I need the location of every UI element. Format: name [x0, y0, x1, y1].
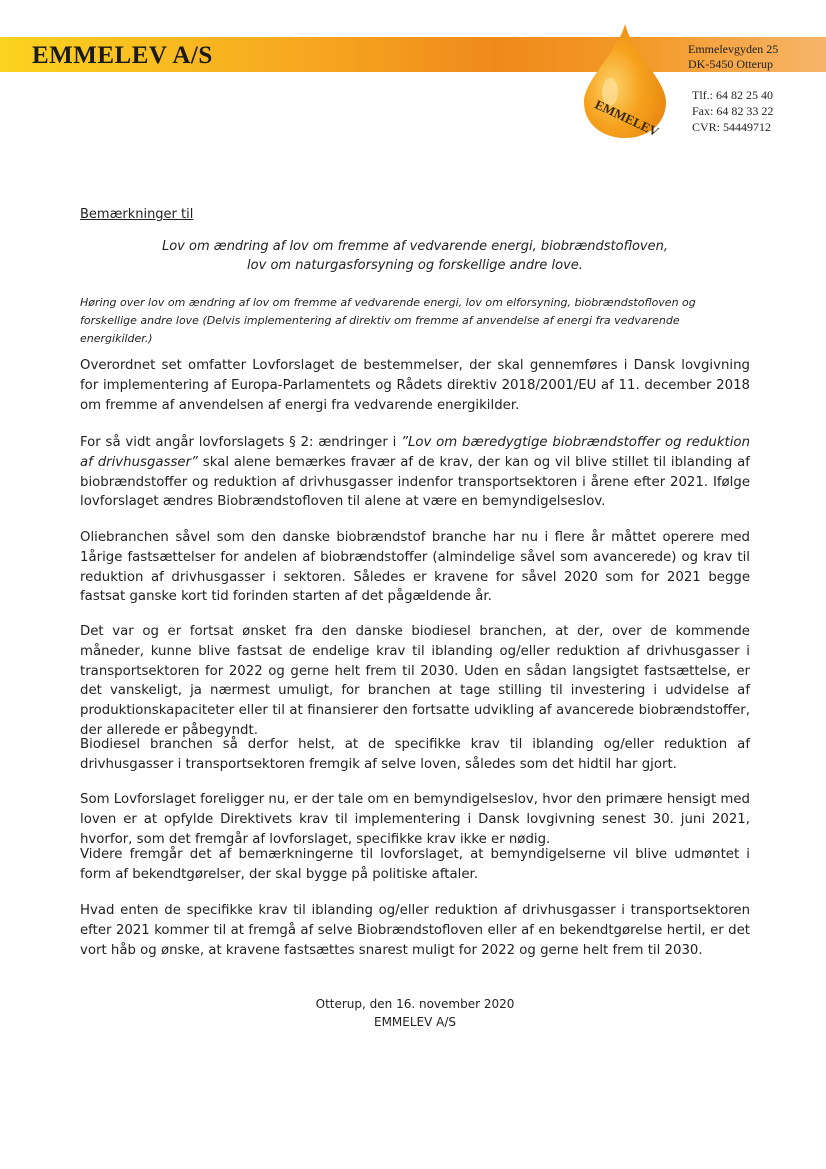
address-street: Emmelevgyden 25: [688, 42, 779, 56]
paragraph-5: Biodiesel branchen så derfor helst, at de specifikke krav til iblanding og/eller reduktion af drivhusgasser i transportsektoren fremgik af selve loven, således som det hidtil har gjort.: [80, 737, 750, 772]
paragraph-2: [80, 433, 750, 512]
logo-text: EMMELEV: [592, 96, 662, 140]
paragraph-6: Som Lovforslaget foreligger nu, er der tale om en bemyndigelseslov, hvor den primære hensigt med loven er at opfylde Direktivets krav til implementering i Dansk lovgivning senest 30. juni 2021, hvorfor, som det fremgår af lovforslaget, specifikke krav ikke er nødig.: [80, 792, 750, 847]
signature-place-date: Otterup, den 16. november 2020: [315, 997, 515, 1011]
cvr: CVR: 54449712: [692, 120, 772, 134]
paragraph-8: Hvad enten de specifikke krav til iblanding og/eller reduktion af drivhusgasser i transportsektoren efter 2021 kommer til at fremgå af selve Biobrændstofloven eller af en bekendtgørelse hertil, er det vort håb og ønske, at kravene fastsættes snarest muligt for 2022 og gerne helt frem til 2030.: [80, 903, 750, 958]
paragraph-4: Det var og er fortsat ønsket fra den danske biodiesel branchen, at der, over de kommende måneder, kunne blive fastsat de endelige krav til iblanding og/eller reduktion af drivhusgasser i transportsektoren for 2022 og gerne helt frem til 2030. Uden en sådan langsigtet fastsættelse, er det vanskeligt, ja nærmest umuligt, for branchen at tage stilling til investering i udvidelse af produktionskapaciteter eller til at finansierer den fortsatte udvikling af avancerede biobrændstoffer, der allerede er påbegyndt.: [80, 624, 750, 738]
address-city: DK-5450 Otterup: [688, 57, 773, 71]
paragraph-2-rest: skal alene bemærkes fravær af de krav, der kan og vil blive stillet til iblanding af biobrændstoffer og reduktion af drivhusgasser indenfor transportsektoren i årene efter 2021. Ifølge lovforslaget ændres Biobrændstofloven til alene at være en bemyndigelseslov.: [80, 454, 750, 510]
signature-block: [80, 995, 750, 1031]
law-title-line-1: Lov om ændring af lov om fremme af vedvarende energi, biobrændstofloven,: [161, 239, 668, 254]
law-title-line-2: lov om naturgasforsyning og forskellige andre love.: [247, 258, 583, 273]
hearing-subtitle: Høring over lov om ændring af lov om fremme af vedvarende energi, lov om elforsyning, biobrændstofloven og forskellige andre love (Delvis implementering af direktiv om fremme af anvendelse af energi fra vedvarende energikilder.): [80, 296, 696, 345]
emmelev-drop-logo: [580, 22, 670, 142]
law-title: [80, 237, 750, 275]
phone: Tlf.: 64 82 25 40: [692, 88, 773, 102]
paragraph-2-law-name: ”Lov om bæredygtige biobrændstoffer og reduktion af drivhusgasser”: [80, 435, 750, 470]
paragraph-2-lead: For så vidt angår lovforslagets § 2: ændringer i: [80, 435, 402, 450]
paragraph-3: Oliebranchen såvel som den danske biobrændstof branche har nu i flere år måttet operere med 1årige fastsættelser for andelen af biobrændstoffer (almindelige såvel som avancerede) og krav til reduktion af drivhusgasser i sektoren. Således er kravene for såvel 2020 som for 2021 begge fastsat ganske kort tid forinden starten af det pågældende år.: [80, 530, 750, 605]
fax: Fax: 64 82 33 22: [692, 104, 774, 118]
signature-company: EMMELEV A/S: [373, 1015, 457, 1029]
company-name: EMMELEV A/S: [32, 42, 213, 69]
remarks-heading: Bemærkninger til: [80, 207, 194, 222]
paragraph-7: Videre fremgår det af bemærkningerne til lovforslaget, at bemyndigelserne vil blive udmøntet i form af bekendtgørelser, der skal bygge på politiske aftaler.: [80, 847, 750, 882]
paragraph-1: Overordnet set omfatter Lovforslaget de bestemmelser, der skal gennemføres i Dansk lovgivning for implementering af Europa-Parlamentets og Rådets direktiv 2018/2001/EU af 11. december 2018 om fremme af anvendelsen af energi fra vedvarende energikilder.: [80, 358, 750, 413]
